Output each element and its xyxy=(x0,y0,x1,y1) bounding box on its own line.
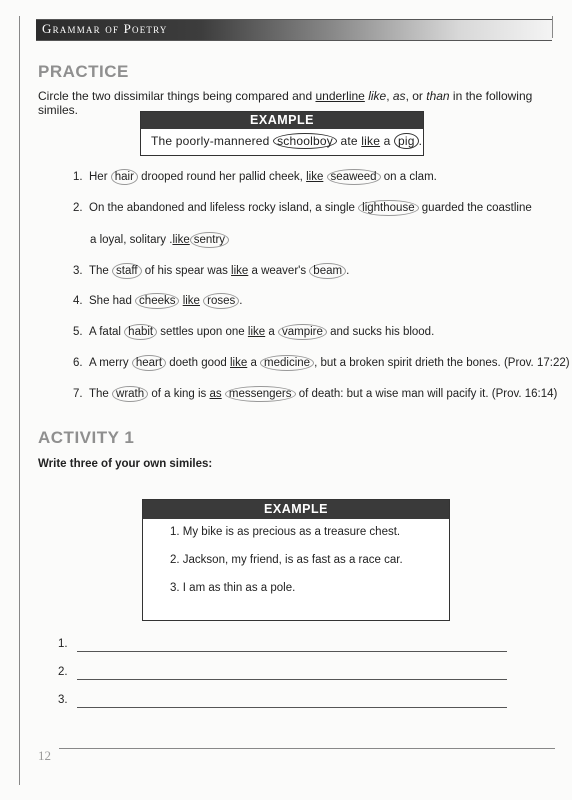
instruction-italic-than: than xyxy=(426,89,450,103)
answer-line[interactable] xyxy=(77,651,507,652)
item-number: 1. xyxy=(73,171,83,183)
list-item xyxy=(73,388,557,400)
item-text: The xyxy=(89,388,113,400)
page-number: 12 xyxy=(38,748,51,763)
example-text: . xyxy=(418,134,423,148)
list-item xyxy=(90,234,229,246)
list-item xyxy=(73,295,242,307)
list-item xyxy=(73,171,437,183)
circled-word: cheeks xyxy=(135,293,179,309)
answer-number: 3. xyxy=(58,694,68,706)
item-text: of his spear was xyxy=(141,265,232,277)
item-text: On the abandoned and lifeless rocky island, a single xyxy=(89,202,359,214)
item-number: 5. xyxy=(73,326,83,338)
item-text: a xyxy=(265,326,278,338)
page-frame-left xyxy=(19,16,20,785)
item-number: 3. xyxy=(73,265,83,277)
item-text: A fatal xyxy=(89,326,125,338)
example-text: a xyxy=(380,134,395,148)
item-text: The xyxy=(89,265,113,277)
underlined-comparison-word: like xyxy=(231,265,249,277)
list-item: 3. I am as thin as a pole. xyxy=(170,582,296,594)
item-text: settles upon one xyxy=(157,326,248,338)
list-item: 1. My bike is as precious as a treasure chest. xyxy=(170,526,401,538)
header-title: Grammar of Poetry xyxy=(42,21,168,36)
circled-word: heart xyxy=(132,355,166,371)
instruction-text: Circle the two dissimilar things being compared and xyxy=(38,89,316,103)
activity-instruction: Write three of your own similes: xyxy=(38,458,213,470)
practice-example-box xyxy=(140,111,424,156)
underlined-comparison-word: like xyxy=(306,171,324,183)
underlined-comparison-word: like xyxy=(361,134,381,148)
footer-rule xyxy=(59,748,555,749)
answer-number: 1. xyxy=(58,638,68,650)
circled-word: vampire xyxy=(278,324,327,340)
circled-word: habit xyxy=(124,324,157,340)
circled-word: staff xyxy=(112,263,142,279)
list-item xyxy=(73,265,349,277)
page-frame-right xyxy=(552,16,553,38)
item-text: a xyxy=(247,357,261,369)
item-text: drooped round her pallid cheek, xyxy=(137,171,307,183)
practice-title: PRACTICE xyxy=(38,62,129,81)
item-text: Her xyxy=(89,171,111,183)
underlined-comparison-word: as xyxy=(209,388,222,400)
item-number: 4. xyxy=(73,295,83,307)
instruction-text: in the following similes. xyxy=(38,89,533,117)
item-text: . xyxy=(169,234,173,246)
example-heading: EXAMPLE xyxy=(141,112,423,129)
circled-word: sentry xyxy=(190,232,229,248)
circled-object: pig xyxy=(394,133,419,149)
underlined-comparison-word: like xyxy=(229,357,248,369)
underlined-comparison-word: like xyxy=(182,295,200,307)
answer-line[interactable] xyxy=(77,707,507,708)
instruction-text: , xyxy=(386,89,393,103)
item-number: 6. xyxy=(73,357,83,369)
activity-title: ACTIVITY 1 xyxy=(38,428,135,447)
item-text: . xyxy=(346,265,350,277)
instruction-italic-like: like xyxy=(368,89,387,103)
item-text: a loyal, solitary xyxy=(90,234,170,246)
answer-number: 2. xyxy=(58,666,68,678)
list-item: 2. Jackson, my friend, is as fast as a race car. xyxy=(170,554,403,566)
list-item xyxy=(73,357,570,369)
example-text: The poorly-mannered xyxy=(151,134,274,148)
item-text: guarded the coastline xyxy=(418,202,532,214)
circled-word: hair xyxy=(111,169,138,185)
item-text: of death: but a wise man will pacify it. (Prov. 16:14) xyxy=(295,388,558,400)
list-item xyxy=(73,202,532,214)
list-item xyxy=(73,326,434,338)
instruction-underline-word: underline xyxy=(315,89,365,103)
circled-word: medicine xyxy=(260,355,314,371)
example-sentence xyxy=(151,134,422,148)
instruction-italic-as: as xyxy=(392,89,406,103)
circled-word: lighthouse xyxy=(358,200,418,216)
underlined-comparison-word: like xyxy=(247,326,266,338)
underlined-comparison-word: like xyxy=(172,234,190,246)
item-number: 2. xyxy=(73,202,83,214)
circled-word: wrath xyxy=(112,386,148,402)
item-text: of a king is xyxy=(148,388,210,400)
instruction-text: , or xyxy=(405,89,427,103)
item-number: 7. xyxy=(73,388,83,400)
item-text: and sucks his blood. xyxy=(326,326,435,338)
circled-word: roses xyxy=(203,293,239,309)
circled-word: beam xyxy=(309,263,346,279)
item-text: . xyxy=(239,295,243,307)
item-text: She had xyxy=(89,295,136,307)
item-text: A merry xyxy=(89,357,132,369)
item-text: a weaver's xyxy=(248,265,310,277)
circled-subject: schoolboy xyxy=(273,133,337,149)
circled-word: messengers xyxy=(225,386,296,402)
item-text: , but a broken spirit drieth the bones. (Prov. 17:22) xyxy=(314,357,570,369)
item-text: on a clam. xyxy=(380,171,437,183)
circled-word: seaweed xyxy=(327,169,381,185)
example-text: ate xyxy=(336,134,362,148)
example-heading: EXAMPLE xyxy=(143,500,449,519)
item-text: doeth good xyxy=(166,357,230,369)
activity-example-box xyxy=(142,499,450,621)
answer-line[interactable] xyxy=(77,679,507,680)
